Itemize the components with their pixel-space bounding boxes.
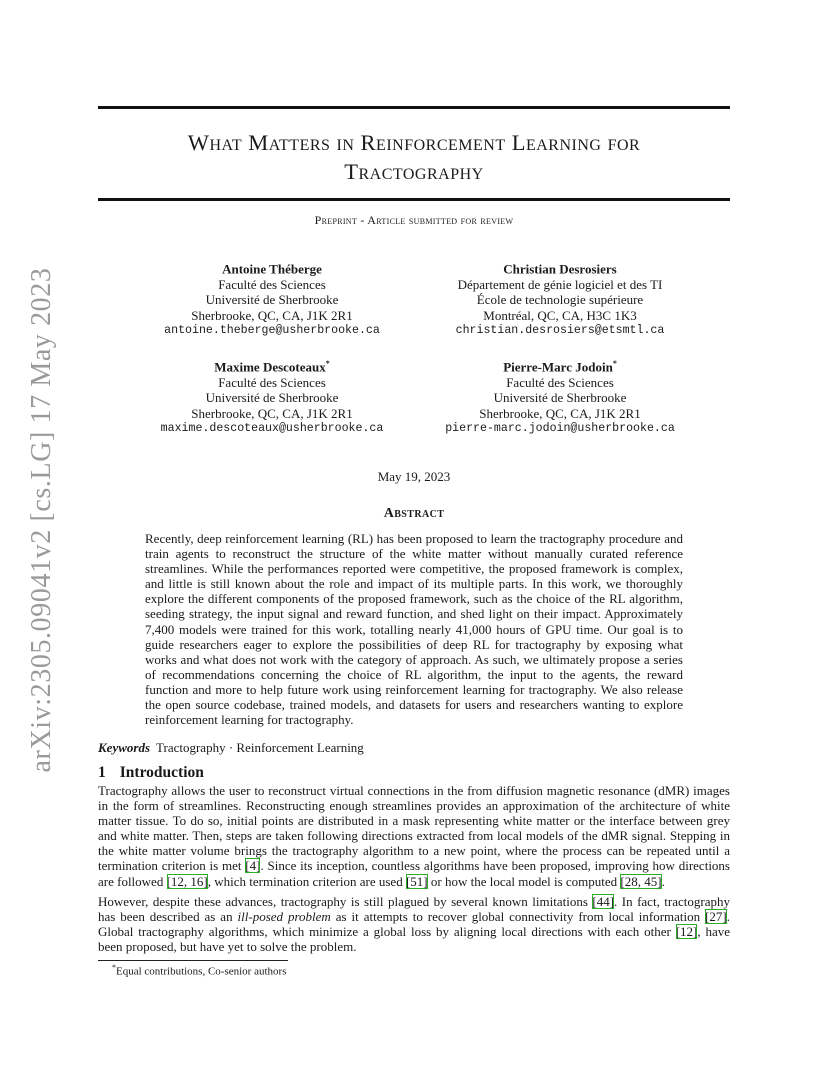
abstract-heading: Abstract: [383, 506, 445, 521]
section-heading: [98, 764, 204, 782]
keywords-text: Tractography · Reinforcement Learning: [156, 740, 364, 755]
section-number: 1: [98, 764, 106, 781]
author-block: [122, 356, 422, 436]
author-name: Antoine Théberge: [222, 261, 322, 277]
title-bottom-rule: [98, 198, 730, 201]
author-name: Christian Desrosiers: [503, 261, 617, 277]
footnote: [112, 963, 286, 978]
author-block: [410, 356, 710, 436]
author-block: [410, 258, 710, 338]
emphasis-text: ill-posed problem: [237, 909, 331, 925]
author-email[interactable]: christian.desrosiers@etsmtl.ca: [455, 323, 665, 337]
citation-link[interactable]: [12, 16]: [166, 873, 208, 889]
footnote-text: Equal contributions, Co-senior authors: [116, 965, 287, 978]
author-block: [122, 258, 422, 338]
author-institution: École de technologie supérieure: [476, 292, 644, 308]
author-institution: Université de Sherbrooke: [205, 390, 339, 406]
section-title: Introduction: [119, 764, 204, 781]
paper-title-line-1: What Matters in Reinforcement Learning for: [187, 130, 641, 155]
citation-link[interactable]: [27]: [705, 909, 727, 925]
author-affiliation: Faculté des Sciences: [506, 374, 614, 390]
keywords-label: Keywords: [98, 740, 150, 755]
preprint-note: Preprint - Article submitted for review: [314, 213, 514, 227]
footnote-rule: [98, 960, 288, 961]
author-institution: Université de Sherbrooke: [205, 292, 339, 308]
author-email[interactable]: maxime.descoteaux@usherbrooke.ca: [160, 421, 384, 435]
citation-link[interactable]: [12]: [675, 924, 698, 940]
author-address: Montréal, QC, CA, H3C 1K3: [483, 307, 637, 323]
author-name: Maxime Descoteaux*: [214, 359, 330, 375]
paper-title-line-2: Tractography: [344, 159, 484, 184]
abstract-text: Recently, deep reinforcement learning (RL) has been proposed to learn the tractography procedure and train agents to reconstruct the structure of the white matter without manually curated reference streamlines. While the performances reported were competitive, the proposed framework is complex, and little is still known about the role and impact of its multiple parts. In this work, we thoroughly explore the different components of the proposed framework, such as the choice of the RL algorithm, seeding strategy, the input signal and reward function, and shed light on their impact. Approximately 7,400 models were trained for this work, totalling nearly 41,000 hours of GPU time. Our goal is to guide researchers eager to explore the possibilities of deep RL for tractography by exposing what works and what does not work with the category of approach. As such, we ultimately propose a series of recommendations concerning the choice of RL algorithm, the input to the agents, the reward function and more to help future work using reinforcement learning for tractography. We also release the open source codebase, trained models, and datasets for users and researchers wanting to explore reinforcement learning for tractography.: [145, 531, 683, 728]
intro-paragraph-1: Tractography allows the user to reconstruct virtual connections in the from diffusion magnetic resonance (dMR) images in the form of streamlines. Reconstructing enough streamlines provides an approximation of the architecture of white matter tissue. To do so, initial points are distributed in a mask representing white matter or the interface between grey and white matter. Then, steps are taken following directions extracted from local models of the dMR signal. Stepping in the white matter volume brings the tractography algorithm to a new point, where the process can be repeated until a termination criterion is met [4]. Since its inception, countless algorithms have been proposed, improving how directions are followed [12, 16], which termination criterion are used [51] or how the local model is computed [28, 45].: [98, 783, 730, 889]
author-institution: Université de Sherbrooke: [493, 390, 627, 406]
author-name: Pierre-Marc Jodoin*: [503, 359, 617, 375]
citation-link[interactable]: [51]: [405, 873, 428, 889]
footnote-marker: *: [112, 963, 116, 972]
keywords-line: [98, 740, 364, 756]
author-email[interactable]: antoine.theberge@usherbrooke.ca: [164, 323, 380, 337]
citation-link[interactable]: [4]: [245, 858, 261, 874]
author-address: Sherbrooke, QC, CA, J1K 2R1: [191, 405, 353, 421]
title-top-rule: [98, 106, 730, 109]
citation-link[interactable]: [44]: [592, 894, 615, 909]
author-affiliation: Faculté des Sciences: [218, 374, 326, 390]
intro-paragraph-2: However, despite these advances, tractography is still plagued by several known limitations [44]. In fact, tractography has been described as an ill-posed problem as it attempts to recover global connectivity from local information [27]. Global tractography algorithms, which minimize a global loss by aligning local directions with each other [12], have been proposed, but have yet to solve the problem.: [98, 894, 731, 955]
author-affiliation: Faculté des Sciences: [218, 276, 326, 292]
author-affiliation: Département de génie logiciel et des TI: [457, 276, 663, 292]
citation-link[interactable]: [28, 45]: [620, 873, 662, 889]
publication-date: May 19, 2023: [377, 469, 451, 484]
author-address: Sherbrooke, QC, CA, J1K 2R1: [479, 405, 641, 421]
author-address: Sherbrooke, QC, CA, J1K 2R1: [191, 307, 353, 323]
author-email[interactable]: pierre-marc.jodoin@usherbrooke.ca: [445, 421, 675, 435]
arxiv-stamp-text: arXiv:2305.09041v2 [cs.LG] 17 May 2023: [26, 267, 57, 773]
